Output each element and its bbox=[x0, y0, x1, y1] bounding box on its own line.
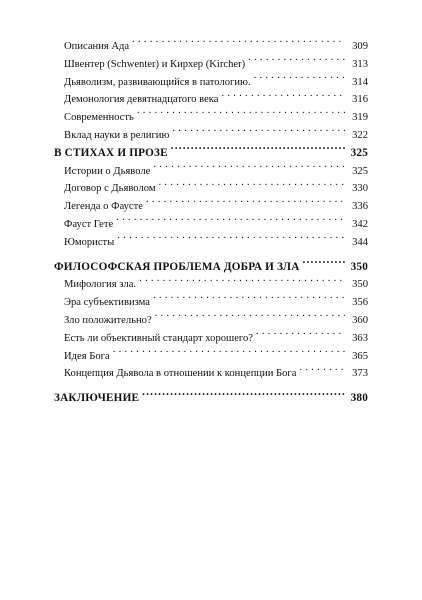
toc-entry bbox=[54, 109, 368, 127]
dot-leader bbox=[159, 181, 345, 192]
section-page: 350 bbox=[350, 260, 368, 273]
toc-entry-title: Зло положительно? bbox=[64, 314, 152, 326]
section-title: ЗАКЛЮЧЕНИЕ bbox=[54, 392, 140, 405]
dot-leader bbox=[172, 127, 345, 138]
dot-leader bbox=[155, 312, 345, 323]
toc-entry bbox=[54, 127, 368, 145]
toc-entry-title: Юмористы bbox=[64, 236, 115, 248]
toc-entry-title: Дьяволизм, развивающийся в патологию. bbox=[64, 76, 251, 88]
toc-entry-page: 356 bbox=[352, 297, 368, 309]
toc-entry-title: Вклад науки в религию bbox=[64, 129, 170, 141]
toc-entry-title: Легенда о Фаусте bbox=[64, 201, 143, 213]
toc-entry-title: Современность bbox=[64, 112, 134, 124]
section-page: 380 bbox=[350, 392, 368, 405]
toc-entry bbox=[54, 312, 368, 330]
toc-entry-page: 365 bbox=[352, 350, 368, 362]
toc-entry bbox=[54, 91, 368, 109]
dot-leader bbox=[113, 348, 345, 359]
dot-leader bbox=[137, 110, 345, 121]
toc-section-heading bbox=[54, 259, 368, 277]
dot-leader bbox=[146, 199, 345, 210]
toc-entry-page: 363 bbox=[352, 332, 368, 344]
dot-leader bbox=[117, 234, 345, 245]
toc-entry-page: 325 bbox=[352, 165, 368, 177]
toc-entry-page: 342 bbox=[352, 218, 368, 230]
toc-section-heading bbox=[54, 145, 368, 163]
toc-entry-title: Эра субъективизма bbox=[64, 297, 151, 309]
section-page: 325 bbox=[350, 146, 368, 159]
toc-entry bbox=[54, 198, 368, 216]
dot-leader bbox=[254, 74, 345, 85]
dot-leader bbox=[153, 163, 345, 174]
toc-entry-page: 336 bbox=[352, 201, 368, 213]
toc-entry-page: 344 bbox=[352, 236, 368, 248]
toc-entry-page: 360 bbox=[352, 314, 368, 326]
toc-entry-page: 316 bbox=[352, 94, 368, 106]
toc-entry-page: 373 bbox=[352, 368, 368, 380]
toc-entry-page: 314 bbox=[352, 76, 368, 88]
toc-entry bbox=[54, 163, 368, 181]
toc-entry bbox=[54, 348, 368, 366]
toc-entry bbox=[54, 330, 368, 348]
section-title: В СТИХАХ И ПРОЗЕ bbox=[54, 146, 168, 159]
toc-entry bbox=[54, 216, 368, 234]
dot-leader bbox=[302, 259, 345, 270]
dot-leader bbox=[116, 216, 345, 227]
toc-entry bbox=[54, 56, 368, 74]
toc-entry bbox=[54, 234, 368, 252]
dot-leader bbox=[299, 366, 345, 377]
toc-entry-title: Фауст Гете bbox=[64, 218, 114, 230]
dot-leader bbox=[171, 145, 345, 156]
toc-entry bbox=[54, 38, 368, 56]
toc-entry-title: Демонология девятнадцатого века bbox=[64, 94, 219, 106]
toc-entry-title: Договор с Дьяволом bbox=[64, 183, 156, 195]
toc-entry-title: Концепция Дьявола в отношении к концепции Бога bbox=[64, 368, 297, 380]
toc-entry-title: Идея Бога bbox=[64, 350, 110, 362]
toc-entry bbox=[54, 276, 368, 294]
dot-leader bbox=[221, 92, 345, 103]
toc-entry-title: Мифология зла. bbox=[64, 279, 137, 291]
toc-entry-title: Есть ли объективный стандарт хорошего? bbox=[64, 332, 253, 344]
dot-leader bbox=[256, 330, 345, 341]
dot-leader bbox=[153, 295, 345, 306]
toc-entry-title: Швентер (Schwenter) и Кирхер (Kircher) bbox=[64, 58, 246, 70]
toc-section-heading bbox=[54, 390, 368, 408]
section-title: ФИЛОСОФСКАЯ ПРОБЛЕМА ДОБРА И ЗЛА bbox=[54, 260, 300, 273]
dot-leader bbox=[132, 38, 345, 49]
toc-entry bbox=[54, 180, 368, 198]
toc-entry-page: 322 bbox=[352, 129, 368, 141]
toc-entry-page: 350 bbox=[352, 279, 368, 291]
toc-entry-page: 330 bbox=[352, 183, 368, 195]
dot-leader bbox=[142, 390, 345, 401]
toc-entry-page: 313 bbox=[352, 58, 368, 70]
table-of-contents bbox=[54, 38, 368, 408]
toc-entry-title: Истории о Дьяволе bbox=[64, 165, 151, 177]
toc-entry-page: 319 bbox=[352, 112, 368, 124]
toc-entry-page: 309 bbox=[352, 41, 368, 52]
toc-entry bbox=[54, 294, 368, 312]
dot-leader bbox=[248, 56, 345, 67]
toc-entry bbox=[54, 74, 368, 92]
dot-leader bbox=[139, 277, 345, 288]
toc-entry-title: Описания Ада bbox=[64, 41, 130, 52]
toc-entry bbox=[54, 365, 368, 383]
